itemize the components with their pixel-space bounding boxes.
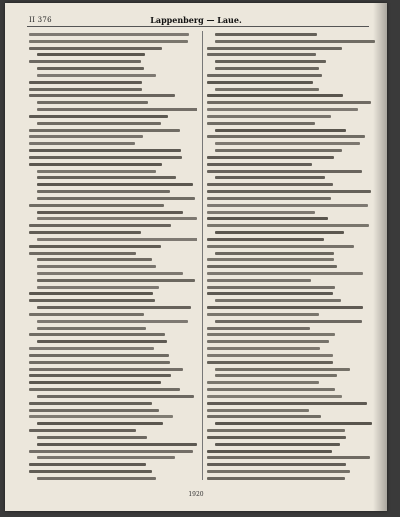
entry-text-line [207, 224, 369, 227]
entry-text-line [29, 361, 170, 364]
entry-text-line [207, 53, 316, 56]
entry-text-line [215, 149, 342, 152]
entries-column-right [207, 33, 375, 480]
entry-text-line [37, 101, 148, 104]
entry-text-line [207, 47, 342, 50]
entry-text-line [215, 320, 362, 323]
entry-text-line [29, 381, 161, 384]
entry-text-line [207, 272, 363, 275]
entry-text-line [207, 395, 342, 398]
entry-text-line [29, 33, 189, 36]
footer-number: 1920 [188, 491, 204, 498]
entry-text-line [29, 463, 146, 466]
entry-text-line [207, 170, 362, 173]
entry-text-line [207, 402, 367, 405]
entry-text-line [29, 415, 173, 418]
entry-text-line [207, 340, 329, 343]
entry-text-line [29, 129, 180, 132]
entry-text-line [207, 204, 368, 207]
entry-text-line [29, 156, 182, 159]
entry-text-line [37, 436, 147, 439]
entries-column-left [29, 33, 197, 480]
entry-text-line [29, 333, 165, 336]
entry-text-line [207, 135, 365, 138]
entry-text-line [29, 429, 136, 432]
entry-text-line [29, 347, 154, 350]
entry-text-line [29, 245, 161, 248]
entry-text-line [207, 265, 337, 268]
entry-text-line [207, 238, 324, 241]
entry-text-line [37, 320, 188, 323]
entry-text-line [207, 477, 345, 480]
entry-text-line [37, 176, 176, 179]
entry-text-line [207, 463, 346, 466]
entry-text-line [207, 211, 315, 214]
entry-text-line [29, 231, 141, 234]
entry-text-line [207, 292, 333, 295]
entry-text-line [29, 163, 162, 166]
entry-text-line [37, 327, 146, 330]
entry-text-line [29, 224, 171, 227]
entry-text-line [207, 183, 333, 186]
entry-text-line [37, 238, 197, 241]
entry-text-line [207, 470, 350, 473]
entry-text-line [29, 354, 169, 357]
entry-text-line [207, 108, 358, 111]
entry-text-line [215, 176, 325, 179]
entry-text-line [207, 74, 322, 77]
entry-text-line [215, 33, 317, 36]
entry-text-line [37, 443, 197, 446]
column-divider [202, 31, 203, 480]
entry-text-line [37, 183, 193, 186]
entry-text-line [207, 361, 333, 364]
entry-text-line [207, 327, 310, 330]
entry-text-line [215, 368, 350, 371]
entry-text-line [215, 40, 375, 43]
entry-text-line [29, 409, 159, 412]
entry-text-line [37, 190, 170, 193]
entry-text-line [207, 115, 331, 118]
entry-text-line [215, 443, 340, 446]
entry-text-line [207, 456, 370, 459]
entry-text-line [207, 156, 334, 159]
entry-text-line [37, 279, 195, 282]
entry-text-line [207, 388, 335, 391]
entry-text-line [207, 190, 371, 193]
entry-text-line [37, 197, 195, 200]
entry-text-line [37, 286, 159, 289]
entry-text-line [207, 197, 331, 200]
entry-text-line [207, 279, 311, 282]
entry-text-line [37, 258, 152, 261]
entry-text-line [37, 122, 161, 125]
entry-text-line [37, 211, 183, 214]
book-gutter-shadow [373, 3, 387, 511]
entry-text-line [37, 108, 197, 111]
entry-text-line [215, 129, 346, 132]
entry-text-line [207, 415, 321, 418]
entry-text-line [215, 67, 319, 70]
entry-text-line [37, 477, 156, 480]
entry-text-line [29, 204, 164, 207]
entry-text-line [207, 450, 332, 453]
entry-text-line [207, 122, 315, 125]
entry-text-line [37, 456, 175, 459]
entry-text-line [37, 53, 145, 56]
directory-page [5, 3, 387, 511]
entry-text-line [37, 422, 163, 425]
entry-text-line [207, 409, 309, 412]
entry-text-line [29, 470, 152, 473]
entry-text-line [207, 306, 363, 309]
entry-text-line [207, 354, 333, 357]
entry-text-line [207, 313, 319, 316]
entry-text-line [29, 388, 180, 391]
entry-text-line [207, 429, 345, 432]
entry-text-line [37, 217, 197, 220]
entry-text-line [29, 292, 153, 295]
running-head: Lappenberg — Laue. [150, 15, 242, 25]
entry-text-line [37, 272, 183, 275]
entry-text-line [29, 142, 135, 145]
entry-text-line [215, 299, 341, 302]
entry-text-line [207, 347, 320, 350]
entry-text-line [207, 436, 346, 439]
entry-text-line [29, 47, 162, 50]
entry-text-line [29, 135, 143, 138]
entry-text-line [207, 163, 312, 166]
entry-text-line [29, 88, 142, 91]
entry-text-line [29, 252, 136, 255]
entry-text-line [215, 142, 360, 145]
entry-text-line [215, 374, 337, 377]
entry-text-line [207, 94, 343, 97]
entry-text-line [207, 333, 335, 336]
entry-text-line [37, 74, 156, 77]
entry-text-line [215, 60, 326, 63]
entry-text-line [29, 115, 168, 118]
entry-text-line [29, 374, 171, 377]
entry-text-line [29, 313, 144, 316]
entry-text-line [37, 265, 156, 268]
entry-text-line [29, 402, 152, 405]
entry-text-line [29, 40, 188, 43]
entry-text-line [37, 306, 191, 309]
entry-text-line [215, 231, 344, 234]
entry-text-line [207, 81, 313, 84]
entry-text-line [215, 422, 372, 425]
entry-text-line [37, 67, 144, 70]
entry-text-line [207, 101, 371, 104]
page-number: II 376 [29, 16, 52, 24]
entry-text-line [29, 450, 193, 453]
entry-text-line [29, 149, 181, 152]
entry-text-line [37, 340, 167, 343]
header-rule [27, 26, 369, 27]
entry-text-line [207, 381, 319, 384]
entry-text-line [207, 286, 335, 289]
entry-text-line [207, 245, 354, 248]
entry-text-line [37, 395, 194, 398]
entry-text-line [29, 368, 183, 371]
entry-text-line [37, 170, 156, 173]
entry-text-line [215, 252, 334, 255]
entry-text-line [207, 217, 328, 220]
entry-text-line [29, 299, 155, 302]
entry-text-line [207, 258, 334, 261]
entry-text-line [29, 60, 141, 63]
entry-text-line [29, 94, 175, 97]
entry-text-line [215, 88, 319, 91]
entry-text-line [29, 81, 142, 84]
